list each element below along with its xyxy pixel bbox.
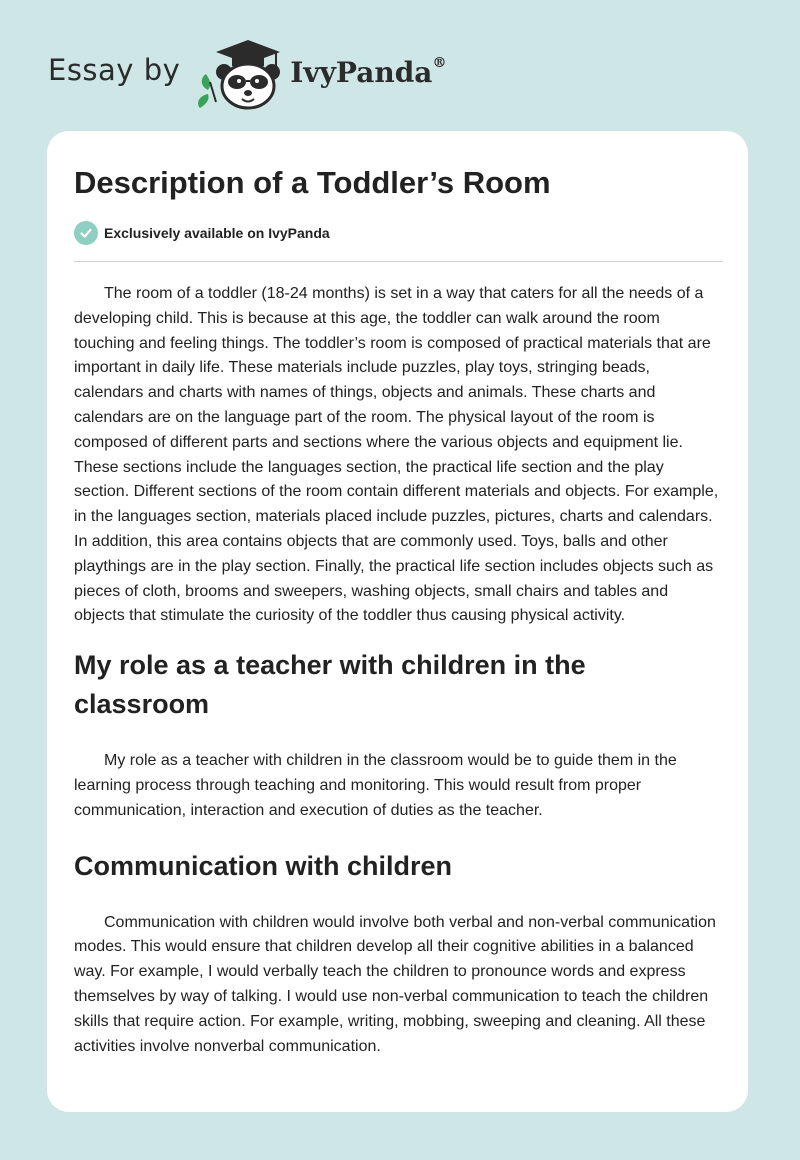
brand-name[interactable]: IvyPanda®: [290, 55, 447, 89]
paragraph: The room of a toddler (18-24 months) is set in a way that caters for all the needs of a developing child. This is because at this age, the toddler can walk around the room touching and feeling things. The toddler’s room is composed of practical materials that are important in daily life. These materials include puzzles, play toys, stringing beads, calendars and charts with names of things, objects and animals. These charts and calendars are on the language part of the room. The physical layout of the room is composed of different parts and sections where the various objects and equipment lie. These sections include the languages section, the practical life section and the play section. Different sections of the room contain different materials and objects. For example, in the languages section, materials placed include puzzles, pictures, charts and calendars. In addition, this area contains objects that are commonly used. Toys, balls and other playthings are in the play section. Finally, the practical life section includes objects such as pieces of cloth, brooms and sweepers, washing objects, small chairs and tables and objects that stimulate the curiosity of the toddler thus causing physical activity.: [74, 285, 719, 625]
badge-text: Exclusively available on IvyPanda: [104, 225, 330, 241]
essay-body: [74, 282, 722, 1059]
paragraph: Communication with children would involve both verbal and non-verbal communication modes. This would ensure that children develop all their cognitive abilities in a balanced way. For example, I would verbally teach the children to pronounce words and express themselves by way of talking. I would use non-verbal communication to teach the children skills that require action. For example, writing, mobbing, sweeping and cleaning. All these activities involve nonverbal communication.: [74, 913, 716, 1055]
check-icon: [74, 221, 98, 245]
paragraph: My role as a teacher with children in the classroom would be to guide them in the learning process through teaching and monitoring. This would result from proper communication, interaction and execution of duties as the teacher.: [74, 752, 677, 819]
divider: [74, 261, 722, 262]
availability-badge: [74, 221, 330, 245]
site-header: [48, 36, 446, 112]
panda-logo-icon[interactable]: [194, 36, 286, 112]
section-heading: My role as a teacher with children in the classroom: [74, 650, 586, 720]
page-title: Description of a Toddler’s Room: [74, 165, 551, 200]
essay-card: [47, 131, 748, 1112]
essay-by-label: Essay by: [48, 53, 181, 87]
section-heading: Communication with children: [74, 850, 453, 881]
